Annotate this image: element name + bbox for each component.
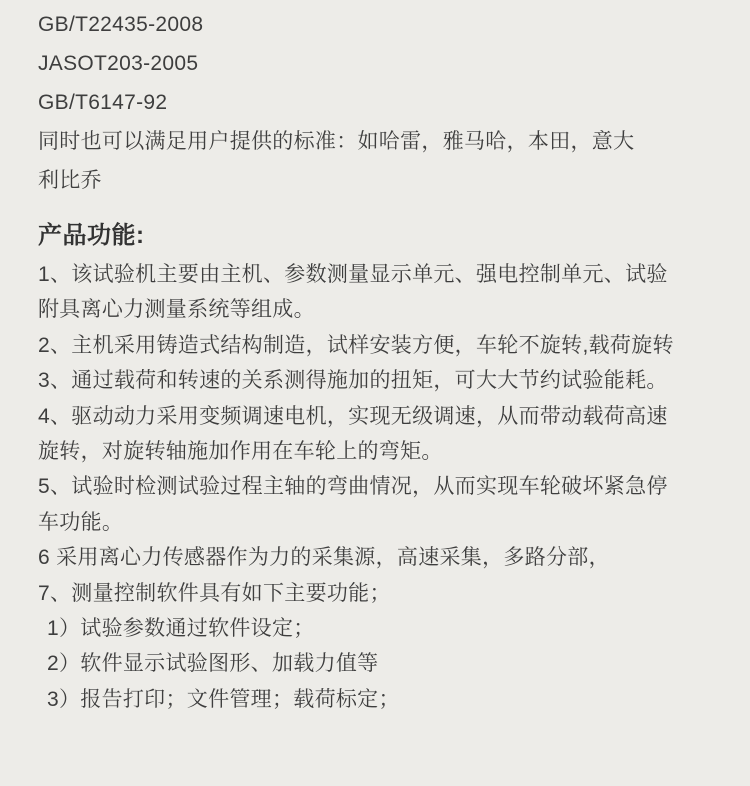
sub-feature-line: 1）试验参数通过软件设定； [47, 616, 315, 640]
standard-line: JASOT203-2005 [38, 52, 199, 75]
standard-line: GB/T22435-2008 [38, 13, 204, 36]
feature-line: 6 采用离心力传感器作为力的采集源，高速采集，多路分部， [38, 546, 610, 570]
feature-line: 1、该试验机主要由主机、参数测量显示单元、强电控制单元、试验 [38, 263, 668, 286]
features-list [38, 257, 714, 717]
sub-feature-line: 2）软件显示试验图形、加载力值等 [47, 652, 379, 676]
feature-line: 2、主机采用铸造式结构制造，试样安装方便，车轮不旋转,载荷旋转 [38, 333, 674, 357]
feature-line: 5、试验时检测试验过程主轴的弯曲情况，从而实现车轮破坏紧急停 [38, 475, 668, 499]
feature-line: 7、测量控制软件具有如下主要功能； [38, 581, 391, 605]
feature-line: 3、通过载荷和转速的关系测得施加的扭矩，可大大节约试验能耗。 [38, 369, 668, 393]
standards-block [38, 5, 714, 200]
feature-line: 旋转，对旋转轴施加作用在车轮上的弯矩。 [38, 439, 443, 463]
standards-note-line: 同时也可以满足用户提供的标准：如哈雷，雅马哈，本田，意大 [38, 130, 635, 153]
features-heading: 产品功能: [38, 222, 145, 249]
sub-feature-line: 3）报告打印；文件管理；载荷标定； [47, 687, 400, 711]
feature-line: 附具离心力测量系统等组成。 [38, 298, 315, 322]
standard-line: GB/T6147-92 [38, 91, 168, 114]
feature-line: 4、驱动动力采用变频调速电机，实现无级调速，从而带动载荷高速 [38, 404, 668, 428]
feature-line: 车功能。 [38, 510, 124, 534]
standards-note-line: 利比乔 [38, 169, 102, 192]
